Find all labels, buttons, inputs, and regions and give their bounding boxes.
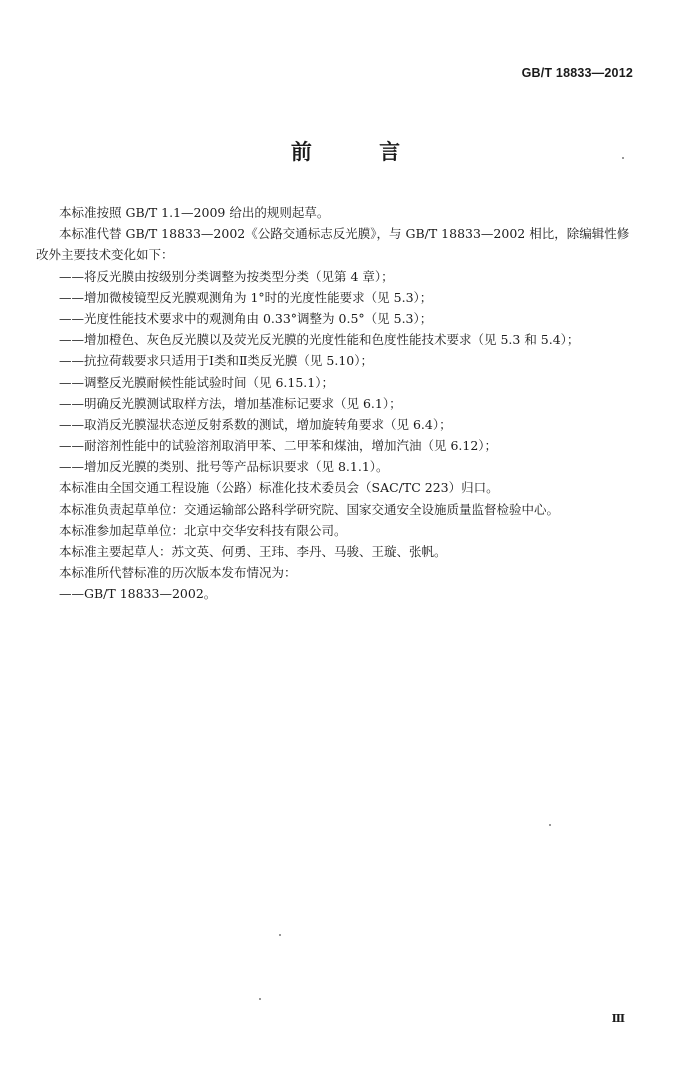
list-item: ——将反光膜由按级别分类调整为按类型分类（见第 4 章）； — [59, 268, 394, 284]
paragraph-continuation: 改外主要技术变化如下： — [36, 247, 174, 263]
scan-speck — [622, 157, 624, 159]
scan-speck — [259, 998, 261, 1000]
paragraph: 本标准代替 GB/T 18833—2002《公路交通标志反光膜》，与 GB/T 18833—2002 相比，除编辑性修 — [59, 226, 630, 242]
list-item: ——明确反光膜测试取样方法，增加基准标记要求（见 6.1）； — [59, 395, 402, 411]
paragraph: 本标准由全国交通工程设施（公路）标准化技术委员会（SAC/TC 223）归口。 — [59, 480, 499, 496]
list-item: ——增加微棱镜型反光膜观测角为 1°时的光度性能要求（见 5.3）； — [59, 289, 433, 305]
paragraph: 本标准按照 GB/T 1.1—2009 给出的规则起草。 — [59, 205, 330, 220]
scan-speck — [279, 934, 281, 936]
paragraph: 本标准主要起草人：苏文英、何勇、王玮、李丹、马骏、王璇、张帆。 — [59, 544, 447, 559]
list-item: ——增加反光膜的类别、批号等产品标识要求（见 8.1.1）。 — [59, 459, 389, 475]
list-item: ——调整反光膜耐候性能试验时间（见 6.15.1）； — [59, 374, 334, 390]
standard-code: GB/T 18833—2012 — [521, 66, 633, 80]
list-item: ——增加橙色、灰色反光膜以及荧光反光膜的光度性能和色度性能技术要求（见 5.3 和 5.4）； — [59, 332, 580, 348]
paragraph: 本标准参加起草单位：北京中交华安科技有限公司。 — [59, 522, 347, 538]
scan-speck — [549, 824, 551, 826]
paragraph: 本标准负责起草单位：交通运输部公路科学研究院、国家交通安全设施质量监督检验中心。 — [59, 501, 560, 517]
document-body — [36, 202, 648, 605]
page-number: Ⅲ — [611, 1012, 625, 1025]
page-title: 前 言 — [290, 140, 431, 164]
list-item: ——耐溶剂性能中的试验溶剂取消甲苯、二甲苯和煤油，增加汽油（见 6.12）； — [59, 438, 498, 454]
list-item: ——光度性能技术要求中的观测角由 0.33°调整为 0.5°（见 5.3）； — [59, 310, 433, 326]
list-item: ——GB/T 18833—2002。 — [59, 586, 217, 602]
list-item: ——抗拉荷载要求只适用于Ⅰ类和Ⅱ类反光膜（见 5.10）； — [59, 353, 373, 369]
list-item: ——取消反光膜湿状态逆反射系数的测试，增加旋转角要求（见 6.4）； — [59, 416, 452, 432]
paragraph: 本标准所代替标准的历次版本发布情况为： — [59, 565, 297, 581]
